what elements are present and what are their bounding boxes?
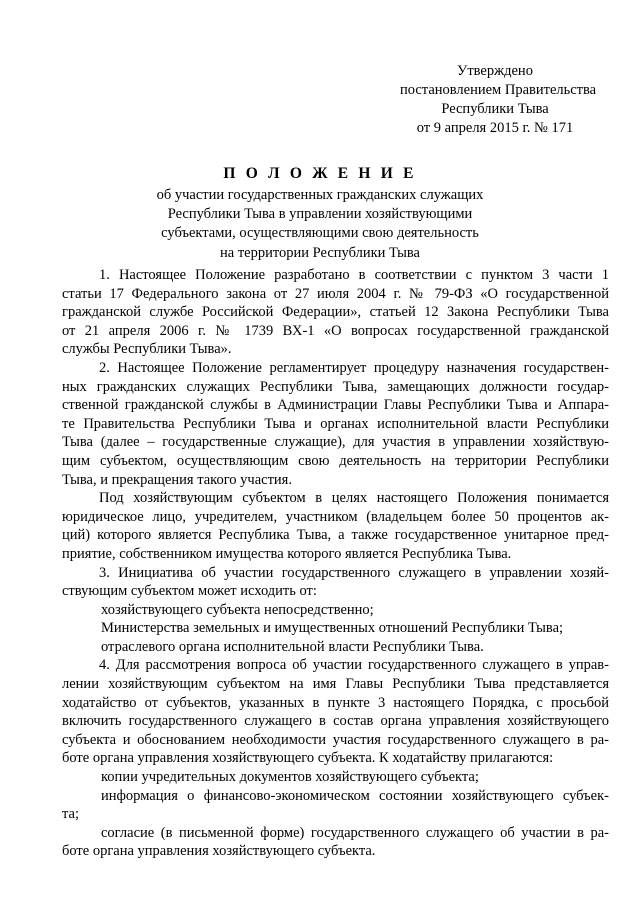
document-title: П О Л О Ж Е Н И Е	[223, 165, 417, 182]
body-line: статьи 17 Федерального закона от 27 июля 2004 г. № 79-ФЗ «О государственной	[62, 285, 609, 302]
approval-stamp	[400, 62, 597, 138]
body-line: отраслевого органа исполнительной власти Республики Тыва.	[101, 638, 484, 655]
body-line: Под хозяйствующим субъектом в целях настоящего Положения понимается	[99, 490, 609, 507]
body-line: гражданской службе Российской Федерации», статьей 12 Закона Республики Тыва	[62, 304, 609, 321]
body-line: та;	[62, 806, 79, 823]
body-line: щим субъектом, осуществляющим свою деятельность на территории Республики	[62, 452, 609, 469]
body-line: 2. Настоящее Положение регламентирует процедуру назначения государствен-	[99, 359, 609, 376]
body-line: боте органа управления хозяйствующего субъекта.	[62, 843, 376, 860]
body-line: субъекта и обоснованием необходимости участия государственного служащего в ра-	[62, 731, 609, 748]
body-line: согласие (в письменной форме) государственного служащего об участии в ра-	[101, 824, 609, 841]
subtitle-line: об участии государственных гражданских служащих	[156, 187, 484, 203]
body-line: боте органа управления хозяйствующего субъекта. К ходатайству прилагаются:	[62, 750, 554, 767]
body-line: 1. Настоящее Положение разработано в соответствии с пунктом 3 части 1	[99, 267, 609, 283]
body-line: те Правительства Республики Тыва и органах исполнительной власти Республики	[62, 415, 609, 432]
subtitle-line: на территории Республики Тыва	[220, 244, 420, 261]
body-line: 4. Для рассмотрения вопроса об участии государственного служащего в управ-	[99, 657, 609, 674]
body-line: ходатайство от субъектов, указанных в пункте 3 настоящего Порядка, с просьбой	[62, 694, 609, 711]
body-line: приятие, собственником имущества которого является Республика Тыва.	[62, 545, 512, 562]
body-line: юридическое лицо, учредителем, участником (владельцем более 50 процентов ак-	[62, 508, 609, 525]
body-line: Тыва (далее – государственные служащие), для участия в управлении хозяйствую-	[62, 434, 609, 451]
body-line: хозяйствующего субъекта непосредственно;	[101, 601, 374, 618]
body-line: лении хозяйствующим субъектом на имя Главы Республики Тыва представляется	[62, 676, 609, 693]
approval-line: постановлением Правительства	[400, 82, 597, 98]
body-line: Министерства земельных и имущественных отношений Республики Тыва;	[101, 620, 564, 637]
body-line: копии учредительных документов хозяйствующего субъекта;	[101, 769, 479, 786]
document-body	[62, 266, 609, 861]
subtitle-line: Республики Тыва в управлении хозяйствующими	[167, 206, 473, 223]
approval-line: Утверждено	[457, 63, 533, 79]
body-line: информация о финансово-экономическом состоянии хозяйствующего субъек-	[101, 787, 609, 804]
body-line: ствующим субъектом может исходить от:	[62, 583, 317, 600]
document-subtitle	[60, 186, 580, 263]
body-line: ных гражданских служащих Республики Тыва, замещающих должности государ-	[62, 378, 609, 395]
body-line: включить государственного служащего в состав органа управления хозяйствующего	[62, 713, 609, 730]
body-line: от 21 апреля 2006 г. № 1739 ВХ-1 «О вопросах государственной гражданской	[62, 322, 609, 339]
approval-line: от 9 апреля 2015 г. № 171	[416, 120, 574, 136]
subtitle-line: субъектами, осуществляющими свою деятельность	[161, 225, 479, 242]
body-line: ственной гражданской службы в Администрации Главы Республики Тыва и Аппара-	[62, 397, 609, 414]
body-line: Тыва, и прекращения такого участия.	[62, 471, 292, 488]
body-line: ций) которого является Республика Тыва, а также государственное унитарное пред-	[62, 527, 609, 544]
approval-line: Республики Тыва	[441, 101, 549, 117]
body-line: службы Республики Тыва».	[62, 341, 232, 358]
body-line: 3. Инициатива об участии государственного служащего в управлении хозяй-	[99, 564, 609, 581]
